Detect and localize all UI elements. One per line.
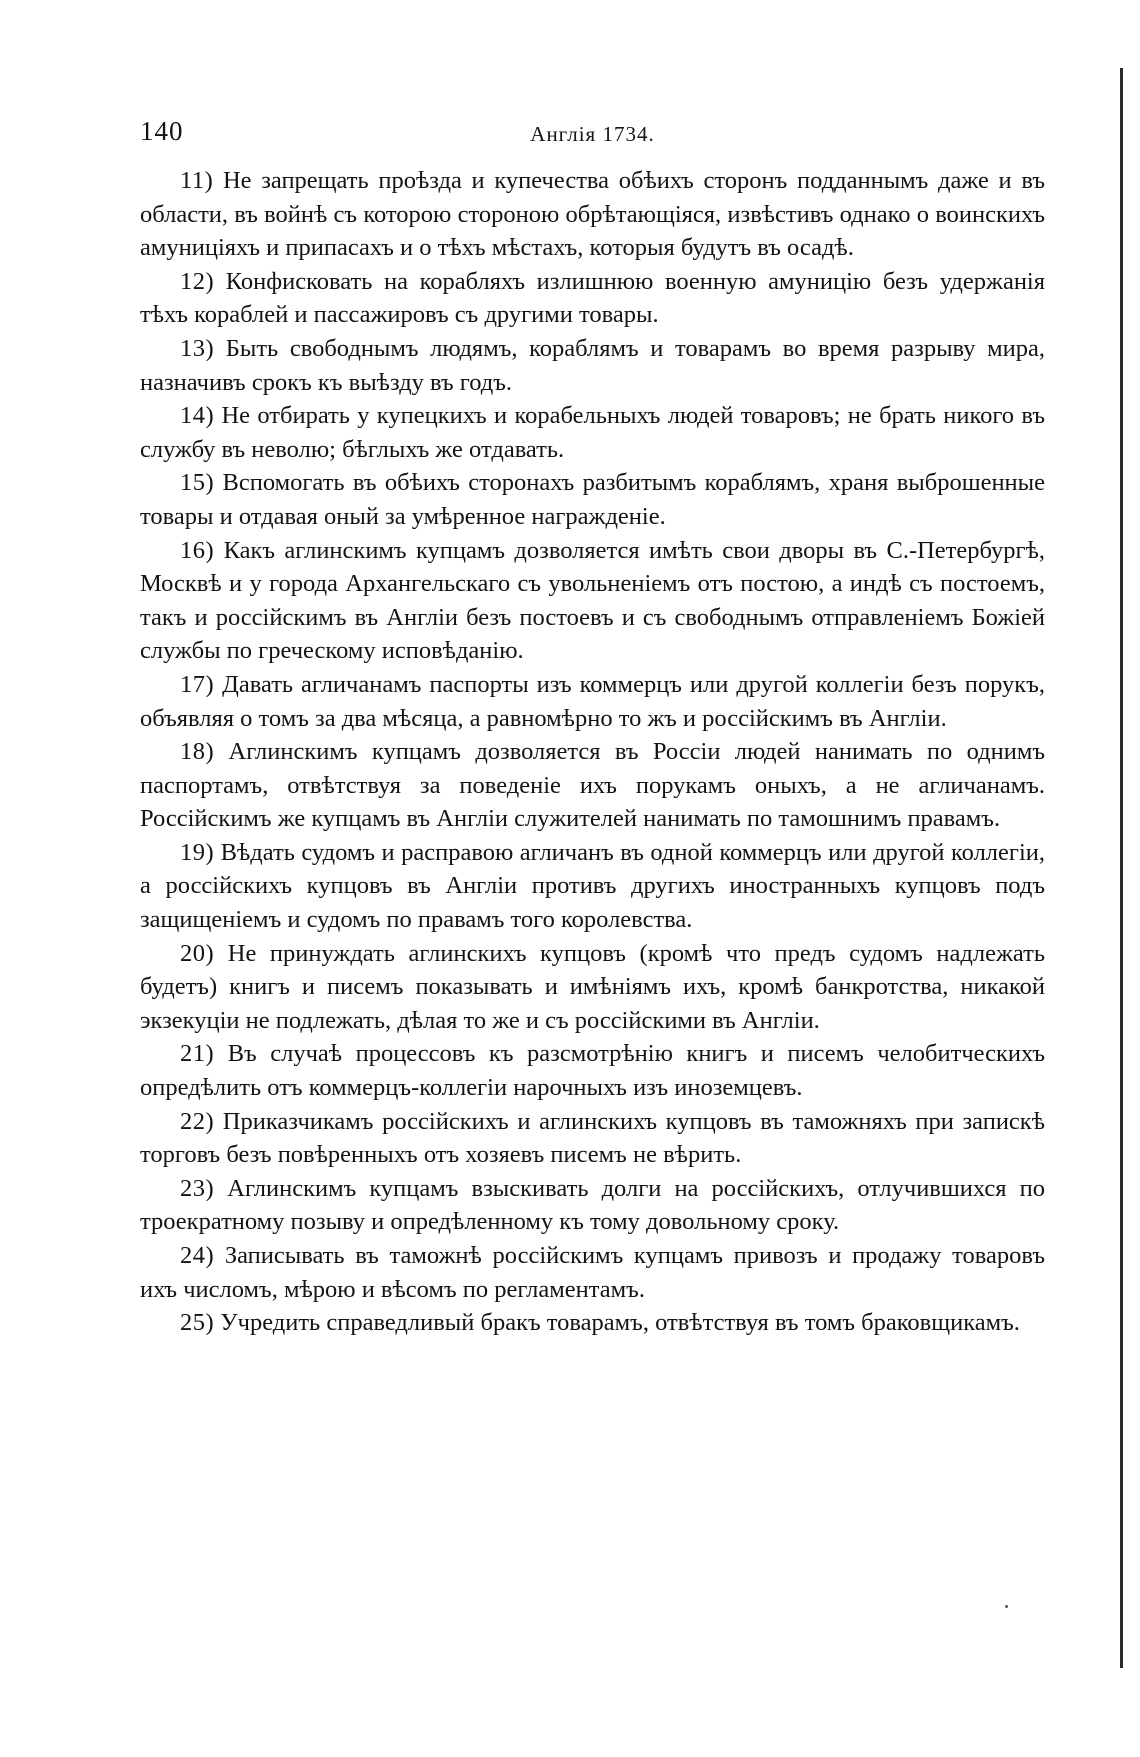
article-text: Не отбирать у купецкихъ и корабельныхъ людей товаровъ; не брать никого въ службу въ неволю; бѣглыхъ же отдавать. (140, 402, 1045, 463)
article-number: 13) (180, 334, 215, 362)
article-14 (140, 399, 1045, 466)
article-24 (140, 1239, 1045, 1306)
article-number: 24) (180, 1242, 215, 1269)
article-text: Аглинскимъ купцамъ дозволяется въ Россіи людей нанимать по однимъ паспортамъ, отвѣтствуя за поведеніе ихъ порукамъ оныхъ, а не агличанамъ. Россійскимъ же купцамъ въ Англіи служителей нанимать по тамошнимъ правамъ. (140, 738, 1045, 833)
article-number: 22) (180, 1107, 215, 1135)
article-text: Не запрещать проѣзда и купечества обѣихъ сторонъ подданнымъ даже и въ области, въ войнѣ съ которою стороною обрѣтающіяся, извѣстивъ однако о воинскихъ амуниціяхъ и припасахъ и о тѣхъ мѣстахъ, которыя будутъ въ осадѣ. (140, 167, 1045, 262)
running-title: Англія 1734. (530, 122, 655, 146)
article-number: 15) (180, 469, 215, 497)
article-number: 16) (180, 536, 215, 564)
article-text: Давать агличанамъ паспорты изъ коммерцъ или другой коллегіи безъ порукъ, объявляя о томъ за два мѣсяца, а равномѣрно то жъ и россійскимъ въ Англіи. (140, 670, 1045, 732)
article-25 (140, 1306, 1045, 1340)
article-number: 17) (180, 670, 215, 698)
article-text: Какъ аглинскимъ купцамъ дозволяется имѣть свои дворы въ С.-Петербургѣ, Москвѣ и у города Архангельскаго съ увольненіемъ отъ постою, а индѣ съ постоемъ, такъ и россійскимъ въ Англіи безъ постоевъ и съ свободнымъ отправленіемъ Божіей службы по греческому исповѣданію. (140, 536, 1046, 665)
article-15 (140, 466, 1045, 533)
article-18 (140, 735, 1045, 836)
page-number: 140 (140, 116, 184, 146)
article-text: Конфисковать на корабляхъ излишнюю военную амуницію безъ удержанія тѣхъ кораблей и пассажировъ съ другими товары. (140, 267, 1046, 329)
article-text: Вѣдать судомъ и расправою агличанъ въ одной коммерцъ или другой коллегіи, а россійскихъ купцовъ въ Англіи противъ другихъ иностранныхъ купцовъ подъ защищеніемъ и судомъ по правамъ того королевства. (140, 838, 1046, 934)
article-number: 11) (180, 167, 214, 194)
article-23 (140, 1172, 1045, 1239)
article-text: Учредить справедливый бракъ товарамъ, отвѣтствуя въ томъ браковщикамъ. (220, 1309, 1020, 1337)
article-number: 21) (180, 1040, 215, 1068)
article-number: 12) (180, 267, 215, 295)
article-text: Не принуждать аглинскихъ купцовъ (кромѣ что предъ судомъ надлежать будетъ) книгъ и писемъ показывать и имѣніямъ ихъ, кромѣ банкротства, никакой экзекуціи не подлежать, дѣлая то же и съ россійскими въ Англіи. (140, 939, 1046, 1034)
article-text: Въ случаѣ процессовъ къ разсмотрѣнію книгъ и писемъ челобитческихъ опредѣлить отъ коммерцъ-коллегіи нарочныхъ изъ иноземцевъ. (140, 1040, 1045, 1102)
article-text: Записывать въ таможнѣ россійскимъ купцамъ привозъ и продажу товаровъ ихъ числомъ, мѣрою и вѣсомъ по регламентамъ. (140, 1242, 1046, 1303)
article-number: 14) (180, 402, 215, 430)
article-number: 23) (180, 1174, 215, 1202)
article-text: Быть свободнымъ людямъ, кораблямъ и товарамъ во время разрыву мира, назначивъ срокъ къ выѣзду въ годъ. (140, 334, 1046, 396)
article-22 (140, 1105, 1045, 1172)
article-text: Приказчикамъ россійскихъ и аглинскихъ купцовъ въ таможняхъ при запискѣ торговъ безъ повѣренныхъ отъ хозяевъ писемъ не вѣрить. (140, 1107, 1046, 1169)
page-header (140, 116, 1045, 150)
article-number: 25) (180, 1309, 215, 1337)
page-edge-line (1120, 68, 1123, 1668)
article-number: 20) (180, 939, 215, 967)
article-17 (140, 668, 1045, 735)
article-13 (140, 332, 1045, 399)
article-text: Вспомогать въ обѣихъ сторонахъ разбитымъ кораблямъ, храня выброшенные товары и отдавая оный за умѣренное награжденіе. (140, 469, 1045, 530)
article-list (140, 164, 1045, 1340)
article-text: Аглинскимъ купцамъ взыскивать долги на россійскихъ, отлучившихся по троекратному позыву и опредѣленному къ тому довольному сроку. (140, 1174, 1045, 1236)
article-number: 18) (180, 738, 215, 766)
article-11 (140, 164, 1045, 265)
article-12 (140, 265, 1045, 332)
scan-speck (1005, 1605, 1008, 1608)
article-number: 19) (180, 838, 215, 866)
article-19 (140, 836, 1045, 937)
article-20 (140, 937, 1045, 1038)
article-16 (140, 534, 1045, 668)
article-21 (140, 1037, 1045, 1104)
